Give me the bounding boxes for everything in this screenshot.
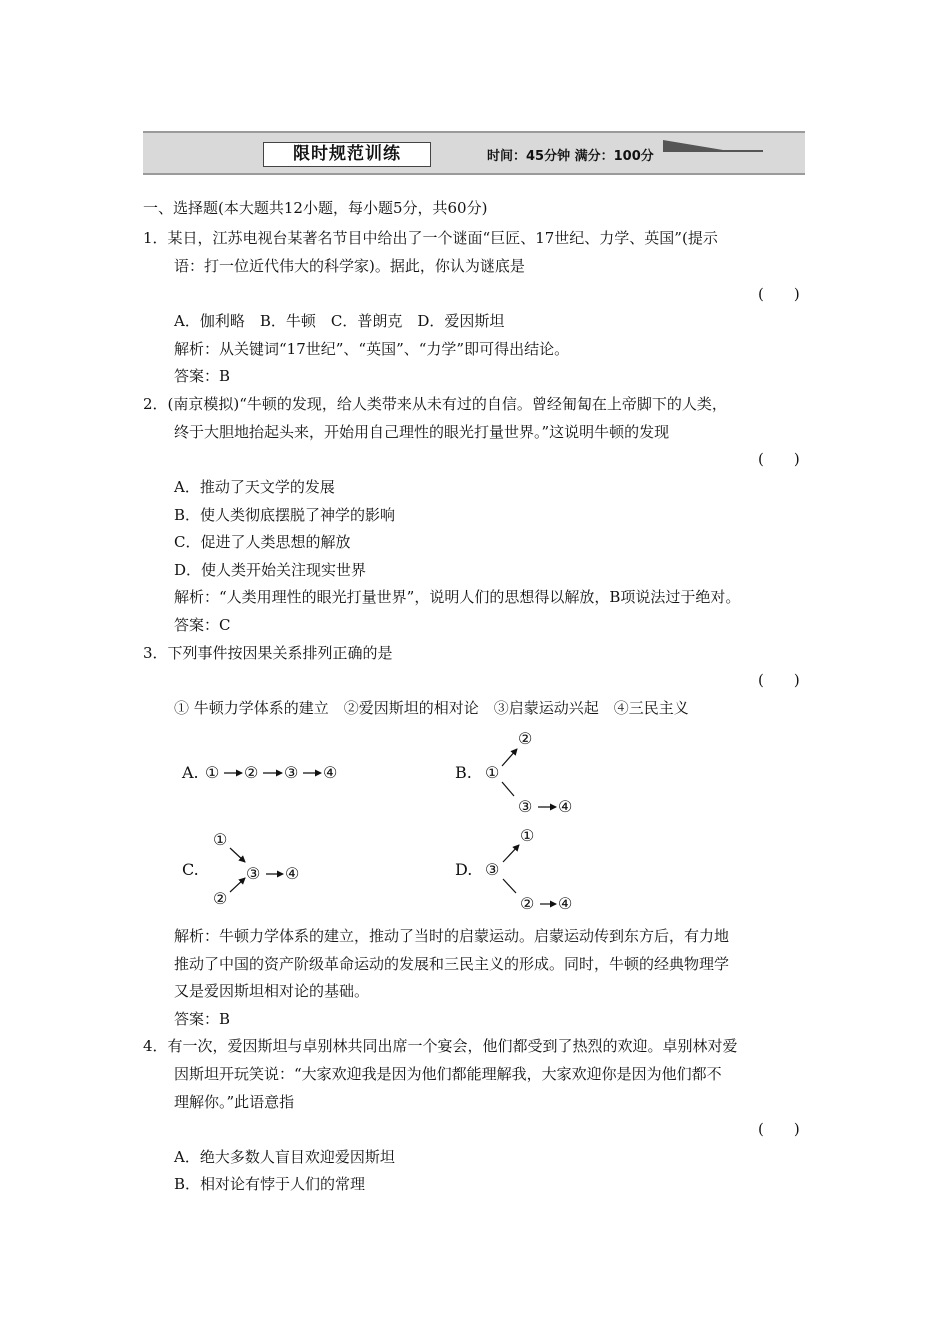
q2-answer: 答案：C xyxy=(174,616,231,634)
q4-answer-paren: ( ) xyxy=(758,1120,800,1138)
diagram-a-node-4: ④ xyxy=(323,763,338,782)
q1-analysis: 解析：从关键词“17世纪”、“英国”、“力学”即可得出结论。 xyxy=(174,340,570,358)
q2-option-b: B．使人类彻底摆脱了神学的影响 xyxy=(174,506,396,524)
q4-stem-line3: 理解你。”此语意指 xyxy=(174,1093,295,1111)
diagram-a-node-1: ① xyxy=(205,763,220,782)
q3-items: ① 牛顿力学体系的建立 ②爱因斯坦的相对论 ③启蒙运动兴起 ④三民主义 xyxy=(174,699,689,717)
q2-analysis: 解析：“人类用理性的眼光打量世界”，说明人们的思想得以解放，B项说法过于绝对。 xyxy=(174,588,741,606)
q3-analysis-line2: 推动了中国的资产阶级革命运动的发展和三民主义的形成。同时，牛顿的经典物理学 xyxy=(174,955,730,973)
q1-options: A．伽利略 B．牛顿 C．普朗克 D．爱因斯坦 xyxy=(174,312,505,330)
q3-stem: 3．下列事件按因果关系排列正确的是 xyxy=(143,644,393,662)
diagram-d-node-1: ① xyxy=(520,826,535,845)
q1-stem-line2: 语：打一位近代伟大的科学家)。据此，你认为谜底是 xyxy=(174,257,525,275)
q2-answer-paren: ( ) xyxy=(758,450,800,468)
diagram-b-node-3: ③ xyxy=(518,797,533,816)
arrow-c-1-3 xyxy=(230,848,245,862)
diagram-c-node-2: ② xyxy=(213,889,228,908)
q4-stem-line2: 因斯坦开玩笑说：“大家欢迎我是因为他们都能理解我，大家欢迎你是因为他们都不 xyxy=(174,1065,722,1083)
q3-option-c-label: C. xyxy=(182,860,199,879)
q3-option-a-label: A. xyxy=(182,763,199,782)
q4-stem-line1: 4．有一次，爱因斯坦与卓别林共同出席一个宴会，他们都受到了热烈的欢迎。卓别林对爱 xyxy=(143,1037,738,1055)
q3-analysis-line1: 解析：牛顿力学体系的建立，推动了当时的启蒙运动。启蒙运动传到东方后，有力地 xyxy=(174,927,730,945)
arrow-b-1-2 xyxy=(502,749,517,766)
line-b-1-3 xyxy=(502,782,514,796)
q2-stem-line2: 终于大胆地抬起头来，开始用自己理性的眼光打量世界。”这说明牛顿的发现 xyxy=(174,423,670,441)
arrow-d-3-1 xyxy=(503,845,519,862)
q2-option-a: A．推动了天文学的发展 xyxy=(174,478,335,496)
diagram-d-node-4: ④ xyxy=(558,894,573,913)
diagram-b-node-1: ① xyxy=(485,763,500,782)
q2-option-d: D．使人类开始关注现实世界 xyxy=(174,561,367,579)
diagram-a-node-2: ② xyxy=(244,763,259,782)
section-title: 一、选择题(本大题共12小题，每小题5分，共60分) xyxy=(143,199,488,217)
q3-analysis-line3: 又是爱因斯坦相对论的基础。 xyxy=(174,982,370,1000)
q2-stem-line1: 2．(南京模拟)“牛顿的发现，给人类带来从未有过的自信。曾经匍匐在上帝脚下的人类， xyxy=(143,395,727,413)
q3-option-d-label: D. xyxy=(455,860,473,879)
q4-option-a: A．绝大多数人盲目欢迎爱因斯坦 xyxy=(174,1148,395,1166)
q1-answer: 答案：B xyxy=(174,367,231,385)
diagram-b-node-2: ② xyxy=(518,729,533,748)
q4-option-b: B．相对论有悖于人们的常理 xyxy=(174,1175,366,1193)
line-d-3-2 xyxy=(503,879,516,893)
q1-answer-paren: ( ) xyxy=(758,285,800,303)
diagram-b-node-4: ④ xyxy=(558,797,573,816)
diagram-c-node-4: ④ xyxy=(285,864,300,883)
q3-answer-paren: ( ) xyxy=(758,671,800,689)
time-score-info: 时间：45分钟 满分：100分 xyxy=(487,149,654,164)
q1-stem-line1: 1．某日，江苏电视台某著名节目中给出了一个谜面“巨匠、17世纪、力学、英国”(提示 xyxy=(143,229,718,247)
diagram-d-node-3: ③ xyxy=(485,860,500,879)
arrow-c-2-3 xyxy=(230,878,245,892)
diagram-a-node-3: ③ xyxy=(284,763,299,782)
q2-option-c: C．促进了人类思想的解放 xyxy=(174,533,351,551)
page-title: 限时规范训练 xyxy=(263,142,431,167)
diagram-d-node-2: ② xyxy=(520,894,535,913)
q3-answer: 答案：B xyxy=(174,1010,231,1028)
diagram-c-node-3: ③ xyxy=(246,864,261,883)
diagram-c-node-1: ① xyxy=(213,830,228,849)
q3-option-b-label: B. xyxy=(455,763,472,782)
